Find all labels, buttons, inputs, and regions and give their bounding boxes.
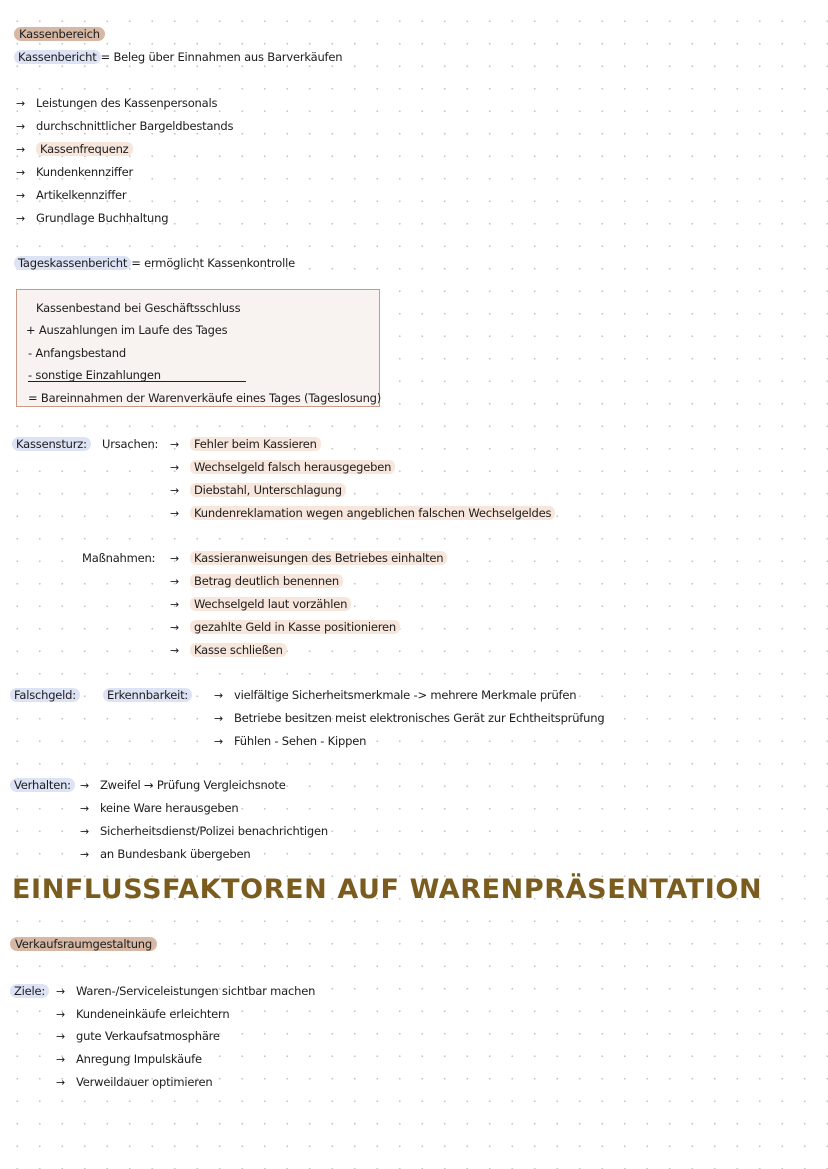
list-item: → Sicherheitsdienst/Polizei benachrichtigen [80,824,328,838]
list-item: → Kasse schließen [170,642,287,659]
arrow-icon: → [170,575,180,588]
arrow-icon: → [80,848,90,861]
list-item: → an Bundesbank übergeben [80,847,251,861]
section-header-kassenbereich: Kassenbereich [14,26,105,42]
list-item: → Betriebe besitzen meist elektronisches Gerät zur Echtheitsprüfung [214,711,605,725]
arrow-icon: → [16,189,26,202]
arrow-icon: → [214,735,224,748]
kassenbericht-definition [14,49,342,65]
arrow-icon: → [214,712,224,725]
arrow-icon: → [56,1030,66,1043]
definition-text: = ermöglicht Kassenkontrolle [131,256,296,270]
list-item: → Fehler beim Kassieren [170,436,321,453]
list-item: → Waren-/Serviceleistungen sichtbar machen [56,984,316,998]
arrow-icon: → [56,1008,66,1021]
list-item: → Fühlen - Sehen - Kippen [214,734,367,748]
term-falschgeld: Falschgeld: [10,687,80,703]
box-line: + Auszahlungen im Laufe des Tages [26,323,228,337]
list-item: → Leistungen des Kassenpersonals [16,96,218,110]
list-item: → Kundeneinkäufe erleichtern [56,1007,230,1021]
arrow-icon: → [170,621,180,634]
list-item: → Kundenreklamation wegen angeblichen falschen Wechselgeldes [170,505,555,522]
arrow-icon: → [16,212,26,225]
arrow-icon: → [170,552,180,565]
list-item: → gute Verkaufsatmosphäre [56,1029,220,1043]
list-item: → Diebstahl, Unterschlagung [170,482,346,499]
list-item: → Anregung Impulskäufe [56,1052,202,1066]
list-item: → durchschnittlicher Bargeldbestands [16,119,234,133]
list-item: → vielfältige Sicherheitsmerkmale -> mehrere Merkmale prüfen [214,688,577,702]
list-item: → Betrag deutlich benennen [170,573,343,590]
arrow-icon: → [56,1076,66,1089]
list-item: → gezahlte Geld in Kasse positionieren [170,619,400,636]
arrow-icon: → [16,166,26,179]
definition-text: = Beleg über Einnahmen aus Barverkäufen [100,50,343,64]
list-item: → Wechselgeld falsch herausgegeben [170,459,395,476]
arrow-icon: → [170,461,180,474]
sum-rule [28,381,246,382]
list-item: → Wechselgeld laut vorzählen [170,596,351,613]
list-item: → Verweildauer optimieren [56,1075,213,1089]
arrow-icon: → [56,1053,66,1066]
erkennbarkeit-label: Erkennbarkeit: [103,687,192,703]
list-item: → Kassenfrequenz [16,141,133,158]
term-ziele: Ziele: [10,983,49,999]
arrow-icon: → [16,143,26,156]
arrow-icon: → [170,484,180,497]
arrow-icon: → [170,438,180,451]
arrow-icon: → [80,802,90,815]
term-tageskassenbericht: Tageskassenbericht [14,256,131,270]
list-item: → Kundenkennziffer [16,165,134,179]
box-line: Kassenbestand bei Geschäftsschluss [36,301,241,315]
arrow-icon: → [170,644,180,657]
arrow-icon: → [16,97,26,110]
term-verhalten: Verhalten: [10,777,75,793]
arrow-icon: → [214,689,224,702]
tageskassenbericht-definition [14,255,295,271]
arrow-icon: → [16,120,26,133]
list-item: → Zweifel → Prüfung Vergleichsnote [80,778,286,792]
box-result-line: = Bareinnahmen der Warenverkäufe eines Tages (Tageslosung) [28,391,382,405]
arrow-icon: → [170,507,180,520]
list-item: → keine Ware herausgeben [80,801,239,815]
section-header-verkaufsraumgestaltung: Verkaufsraumgestaltung [10,936,157,952]
arrow-icon: → [170,598,180,611]
list-item: → Artikelkennziffer [16,188,127,202]
term-kassensturz: Kassensturz: [12,436,91,452]
arrow-icon: → [56,985,66,998]
box-line: - Anfangsbestand [28,346,126,360]
arrow-icon: → [80,779,90,792]
box-line: - sonstige Einzahlungen [28,368,161,382]
term-kassenbericht: Kassenbericht [14,50,101,64]
list-item: → Kassieranweisungen des Betriebes einhalten [170,550,447,567]
list-item: → Grundlage Buchhaltung [16,211,169,225]
massnahmen-label: Maßnahmen: [82,551,156,565]
ursachen-label: Ursachen: [102,437,159,451]
page-title: EINFLUSSFAKTOREN AUF WARENPRÄSENTATION [12,874,763,905]
arrow-icon: → [80,825,90,838]
